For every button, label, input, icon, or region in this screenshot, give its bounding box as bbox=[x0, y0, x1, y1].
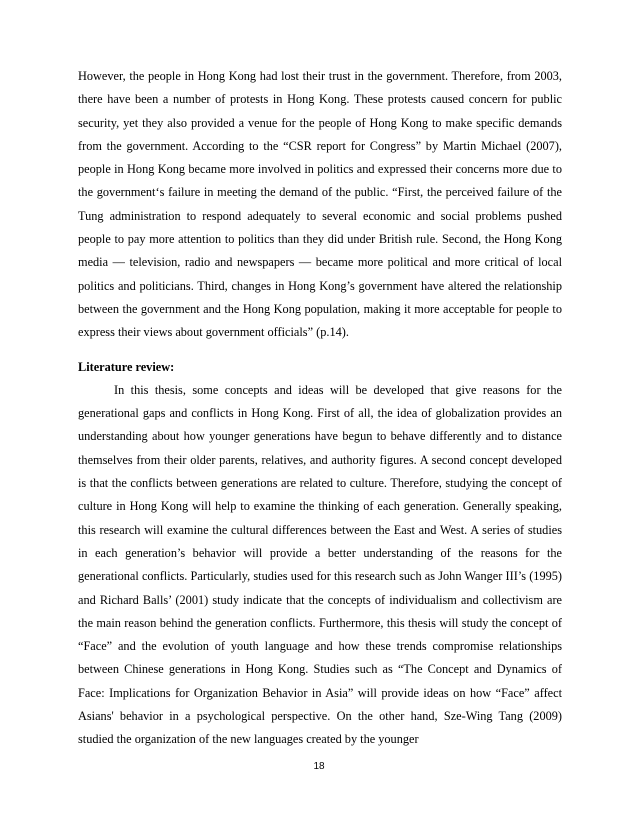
page-body bbox=[78, 65, 562, 752]
paragraph-intro: However, the people in Hong Kong had lost their trust in the government. Therefore, from 2003, there have been a number of protests in Hong Kong. These protests caused concern for public security, yet they also provided a venue for the people of Hong Kong to make specific demands from the government. According to the “CSR report for Congress” by Martin Michael (2007), people in Hong Kong became more involved in politics and expressed their concerns more due to the government‘s failure in meeting the demand of the public. “First, the perceived failure of the Tung administration to respond adequately to several economic and social problems pushed people to pay more attention to politics than they did under British rule. Second, the Hong Kong media — television, radio and newspapers — became more political and more critical of local politics and politicians. Third, changes in Hong Kong’s government have altered the relationship between the government and the Hong Kong population, making it more acceptable for people to express their views about government officials” (p.14). bbox=[78, 69, 562, 340]
section-heading-literature-review: Literature review: bbox=[78, 359, 175, 374]
page-number: 18 bbox=[313, 761, 325, 772]
paragraph-literature-review: In this thesis, some concepts and ideas will be developed that give reasons for the generational gaps and conflicts in Hong Kong. First of all, the idea of globalization provides an understanding about how younger generations have begun to behave differently and to distance themselves from their older parents, relatives, and authority figures. A second concept developed is that the conflicts between generations are related to culture. Therefore, studying the concept of culture in Hong Kong will help to examine the thinking of each generation. Generally speaking, this research will examine the cultural differences between the East and West. A series of studies in each generation’s behavior will provide a better understanding of the reasons for the generational conflicts. Particularly, studies used for this research such as John Wanger III’s (1995) and Richard Balls’ (2001) study indicate that the concepts of individualism and collectivism are the main reason behind the generation conflicts. Furthermore, this thesis will study the concept of “Face” and the evolution of youth language and how these trends compromise relationships between Chinese generations in Hong Kong. Studies such as “The Concept and Dynamics of Face: Implications for Organization Behavior in Asia” will provide ideas on how “Face” affect Asians' behavior in a psychological perspective. On the other hand, Sze-Wing Tang (2009) studied the organization of the new languages created by the younger bbox=[78, 382, 562, 747]
